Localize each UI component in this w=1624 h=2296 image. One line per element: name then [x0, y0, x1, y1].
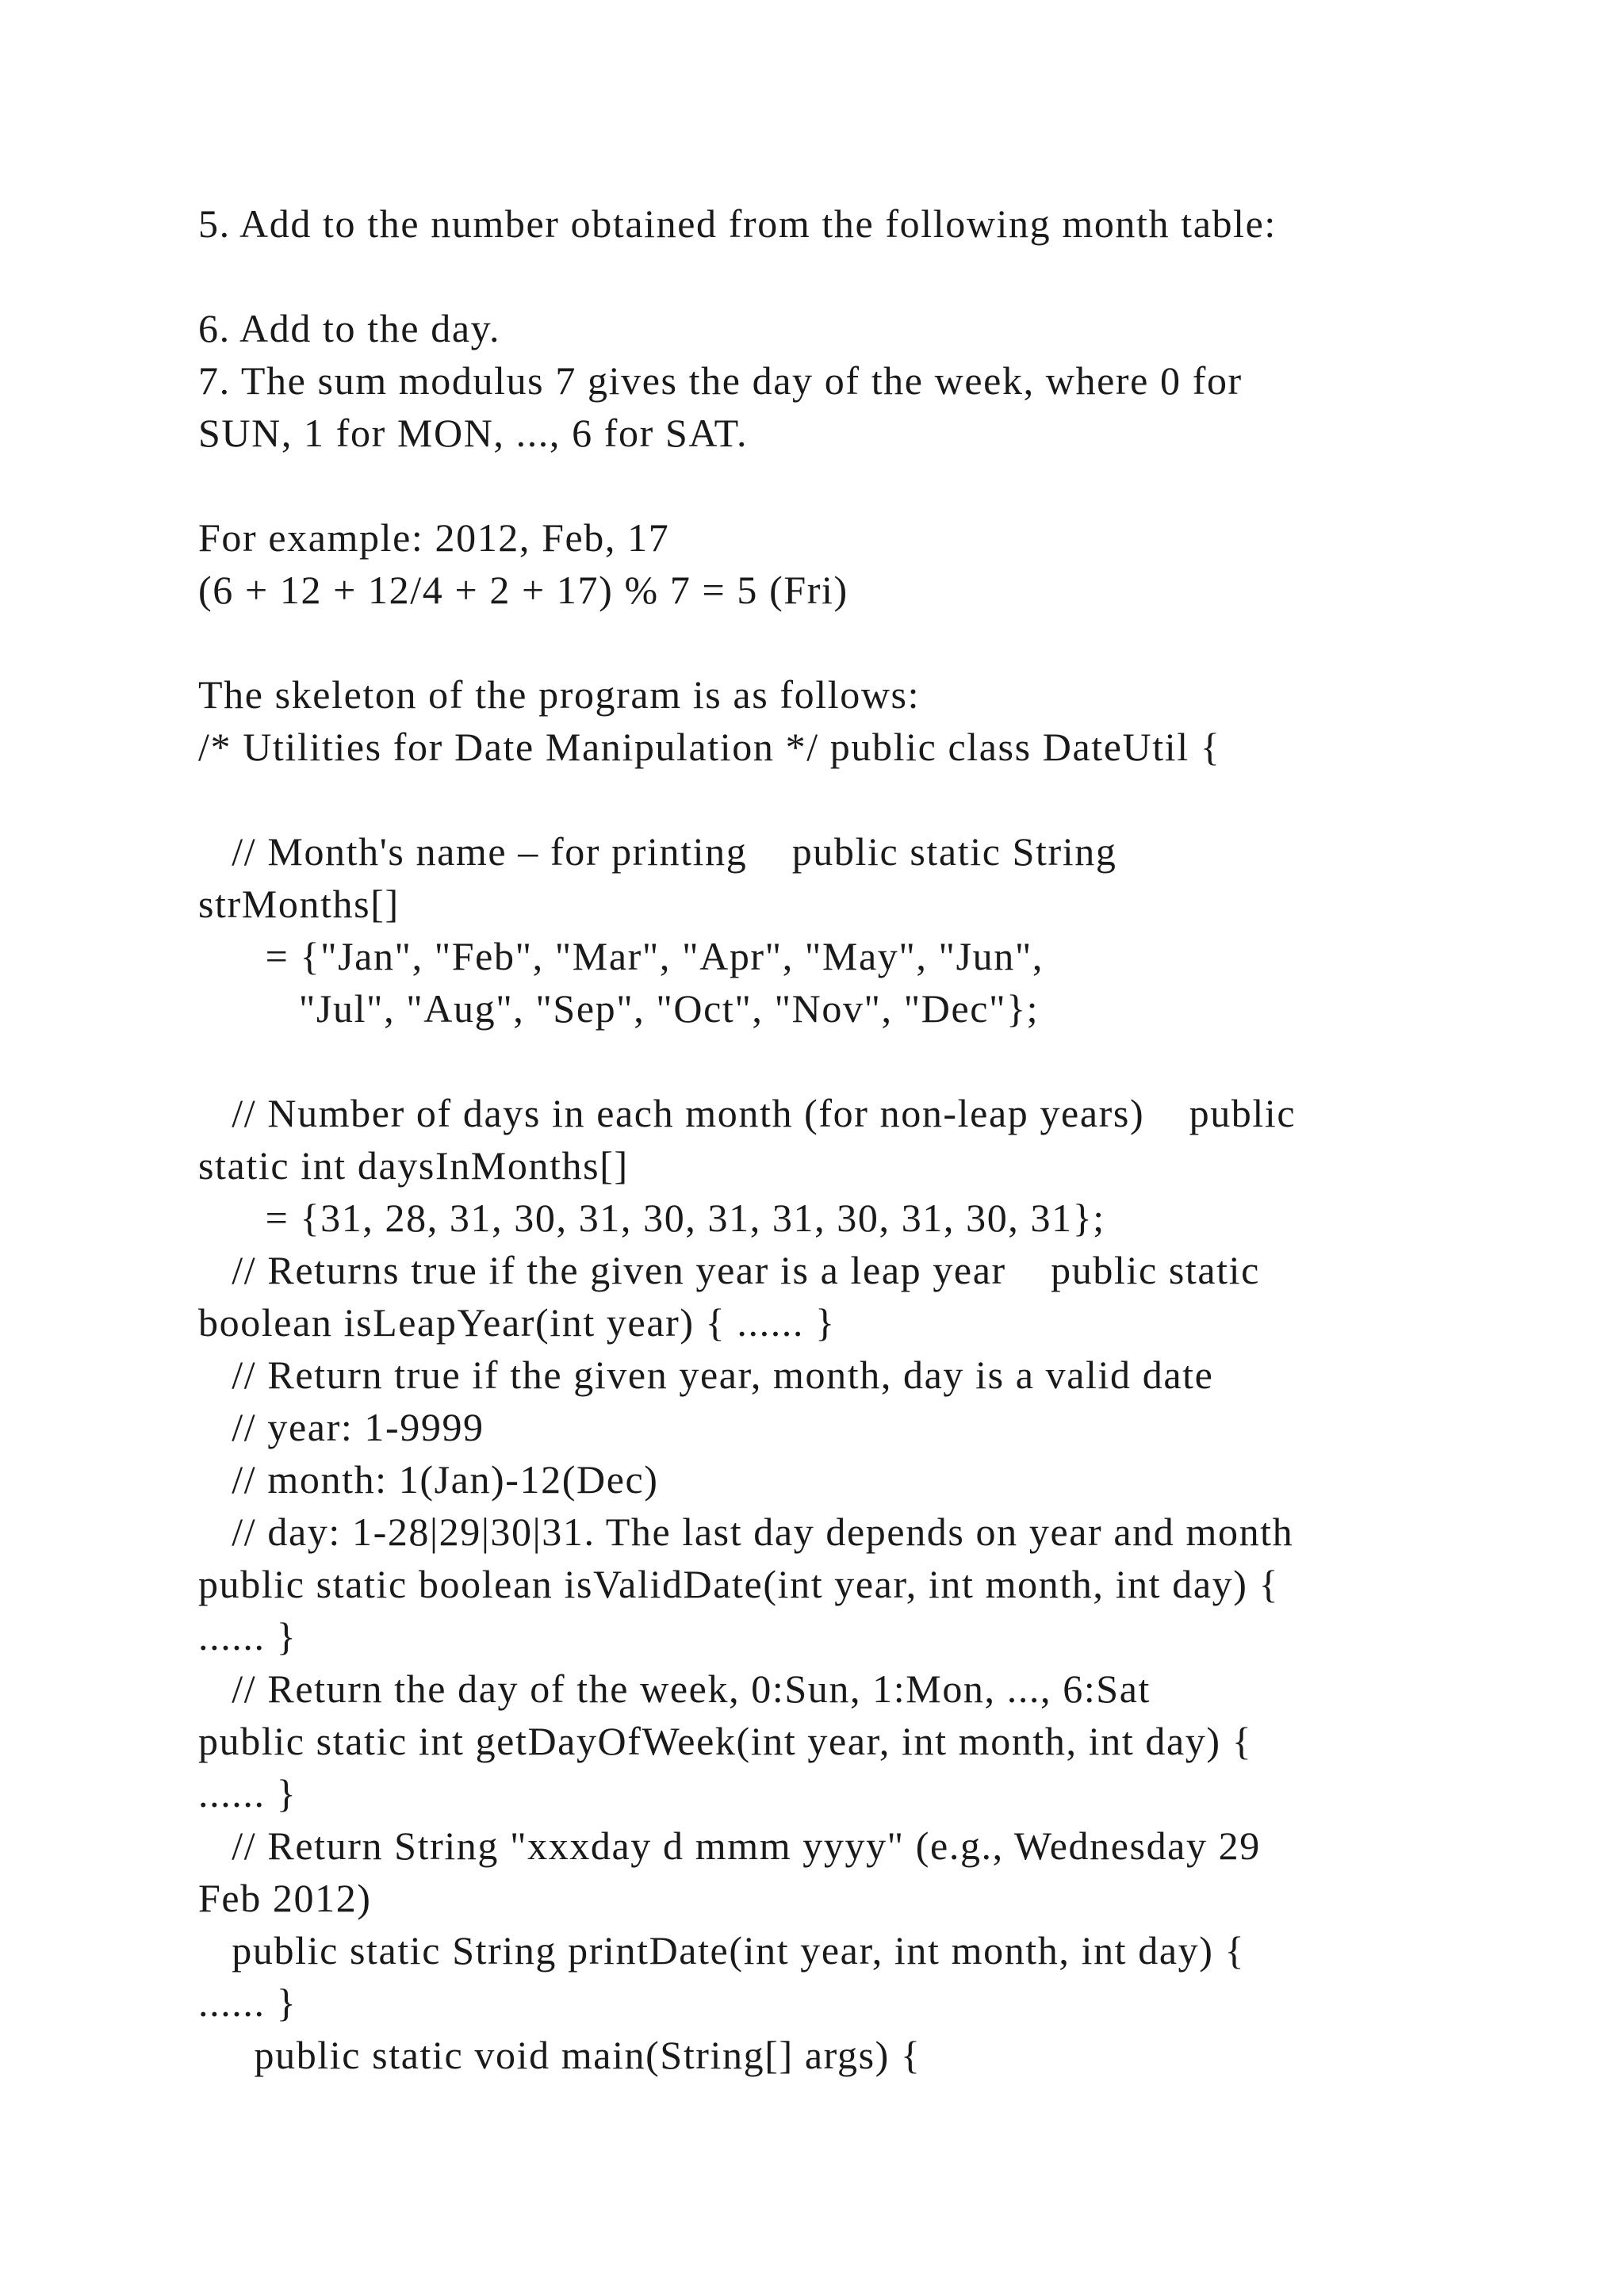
code-line-day-comment: // day: 1-28|29|30|31. The last day depends on year and month	[198, 1510, 1294, 1554]
code-line-month-comment: // month: 1(Jan)-12(Dec)	[198, 1457, 659, 1502]
text-line-example-formula: (6 + 12 + 12/4 + 2 + 17) % 7 = 5 (Fri)	[198, 568, 848, 612]
text-line-step-7: 7. The sum modulus 7 gives the day of the week, where 0 for	[198, 358, 1243, 403]
code-line-dow-comment: // Return the day of the week, 0:Sun, 1:Mon, ..., 6:Sat	[198, 1667, 1151, 1711]
code-line-days-comment: // Number of days in each month (for non-leap years) public	[198, 1091, 1297, 1135]
code-line-print-method: public static String printDate(int year, int month, int day) {	[198, 1928, 1246, 1973]
text-line-step-6: 6. Add to the day.	[198, 306, 501, 350]
code-line-months-values-2: "Jul", "Aug", "Sep", "Oct", "Nov", "Dec"};	[198, 986, 1040, 1031]
code-line-months-comment: // Month's name – for printing public static String	[198, 829, 1117, 874]
code-line-days-values: = {31, 28, 31, 30, 31, 30, 31, 31, 30, 31, 30, 31};	[198, 1196, 1105, 1240]
code-line-print-comment-cont: Feb 2012)	[198, 1876, 372, 1920]
code-line-valid-method: public static boolean isValidDate(int year, int month, int day) {	[198, 1562, 1280, 1606]
text-line-step-5: 5. Add to the number obtained from the following month table:	[198, 201, 1277, 246]
code-line-leap-comment: // Returns true if the given year is a leap year public static	[198, 1248, 1260, 1292]
text-line-example: For example: 2012, Feb, 17	[198, 515, 670, 560]
code-line-days-decl: static int daysInMonths[]	[198, 1143, 629, 1188]
text-line-skeleton-intro: The skeleton of the program is as follows:	[198, 672, 921, 717]
code-line-dow-body: ...... }	[198, 1771, 297, 1816]
code-line-class-decl: /* Utilities for Date Manipulation */ public class DateUtil {	[198, 725, 1221, 769]
code-line-leap-method: boolean isLeapYear(int year) { ...... }	[198, 1300, 836, 1345]
code-line-main-method: public static void main(String[] args) {	[198, 2033, 921, 2077]
code-line-print-comment: // Return String "xxxday d mmm yyyy" (e.g., Wednesday 29	[198, 1823, 1261, 1868]
code-line-valid-body: ...... }	[198, 1614, 297, 1659]
code-line-months-values-1: = {"Jan", "Feb", "Mar", "Apr", "May", "Jun",	[198, 934, 1044, 978]
code-line-valid-comment: // Return true if the given year, month, day is a valid date	[198, 1353, 1214, 1397]
code-line-print-body: ...... }	[198, 1980, 297, 2025]
code-line-dow-method: public static int getDayOfWeek(int year, int month, int day) {	[198, 1719, 1253, 1763]
code-line-year-comment: // year: 1-9999	[198, 1405, 485, 1449]
code-line-months-decl: strMonths[]	[198, 882, 400, 926]
text-line-step-7-cont: SUN, 1 for MON, ..., 6 for SAT.	[198, 411, 749, 455]
